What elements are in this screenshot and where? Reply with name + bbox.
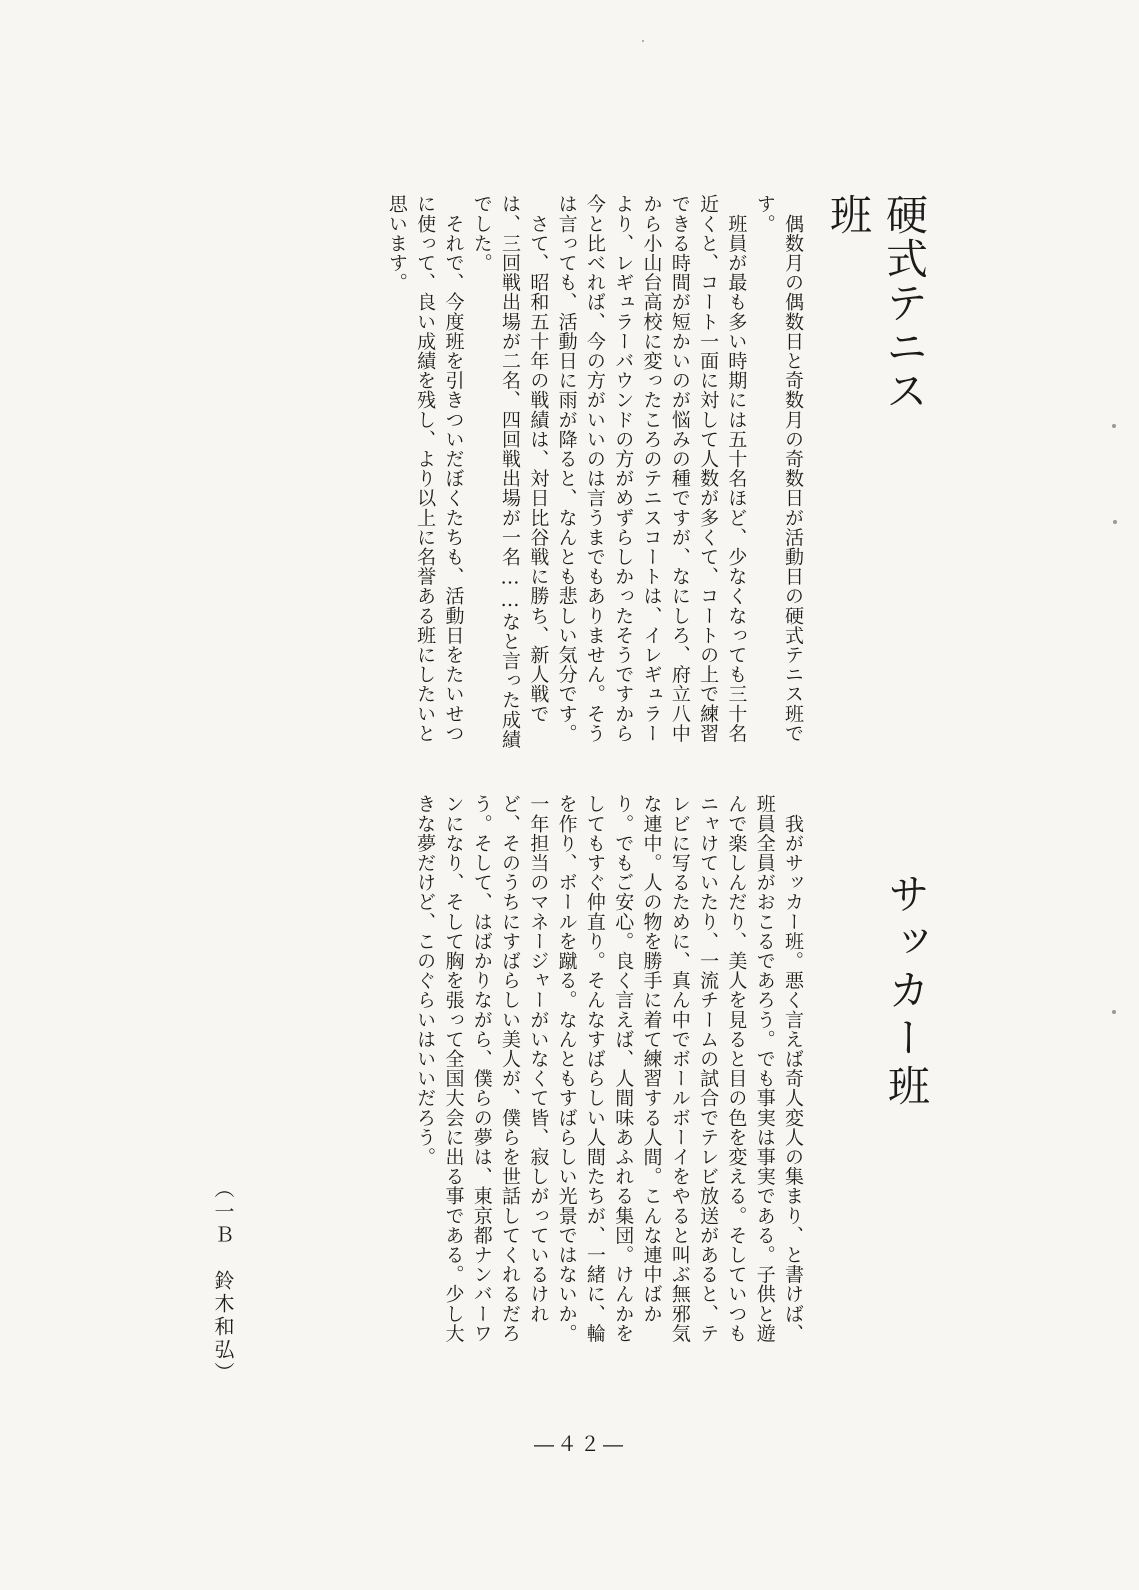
page-number: ―４２― [534, 1432, 626, 1456]
section-body-soccer-text: 我がサッカー班。悪く言えば奇人変人の集まり、と書けば、班員全員がおこるであろう。でも事実は事実である。子供と遊んで楽しんだり、美人を見ると目の色を変える。そしていつもニャけていたり、一流チームの試合でテレビ放送があると、テレビに写るために、真ん中でボールボーイをやると叫ぶ無邪気な連中。人の物を勝手に着て練習する人間。こんな連中ばかり。でもご安心。良く言えば、人間味あふれる集団。けんかをしてもすぐ仲直り。そんなすばらしい人間たちが、一緒に、輪を作り、ボールを蹴る。なんともすばらしい光景ではないか。一年担当のマネージャーがいなくて皆、寂しがっているけれど、そのうちにすばらしい美人が、僕らを世話してくれるだろう。そして、はばかりながら、僕らの夢は、東京都ナンバーワンになり、そして胸を張って全国大会に出る事である。少し大きな夢だけど、このぐらいはいいだろう。 [414, 794, 804, 1343]
section-title-soccer: サッカー班 [882, 872, 931, 1112]
section-title-tennis: 硬式テニス班 [824, 193, 929, 413]
section-body-tennis-text: 偶数月の偶数日と奇数月の奇数日が活動日の硬式テニス班です。 班員が最も多い時期には五十名ほど、少なくなっても三十名近くと、コート一面に対して人数が多くて、コートの上で練習できる時間が短かいのが悩みの種ですが、なにしろ、府立八中から小山台高校に変ったころのテニスコートは、イレギュラーより、レギュラーバウンドの方がめずらしかったそうですから今と比べれば、今の方がいいのは言うまでもありません。そうは言っても、活動日に雨が降ると、なんとも悲しい気分です。 さて、昭和五十年の戦績は、対日比谷戦に勝ち、新人戦では、三回戦出場が二名、四回戦出場が一名……なと言った成績でした。 それで、今度班を引きついだぼくたちも、活動日をたいせつに使って、良い成績を残し、より以上に名誉ある班にしたいと思います。 [385, 194, 804, 749]
author-credit: （一Ｂ 鈴木和弘） [211, 1178, 235, 1385]
section-body-soccer [242, 794, 807, 1354]
section-body-tennis [242, 194, 807, 754]
